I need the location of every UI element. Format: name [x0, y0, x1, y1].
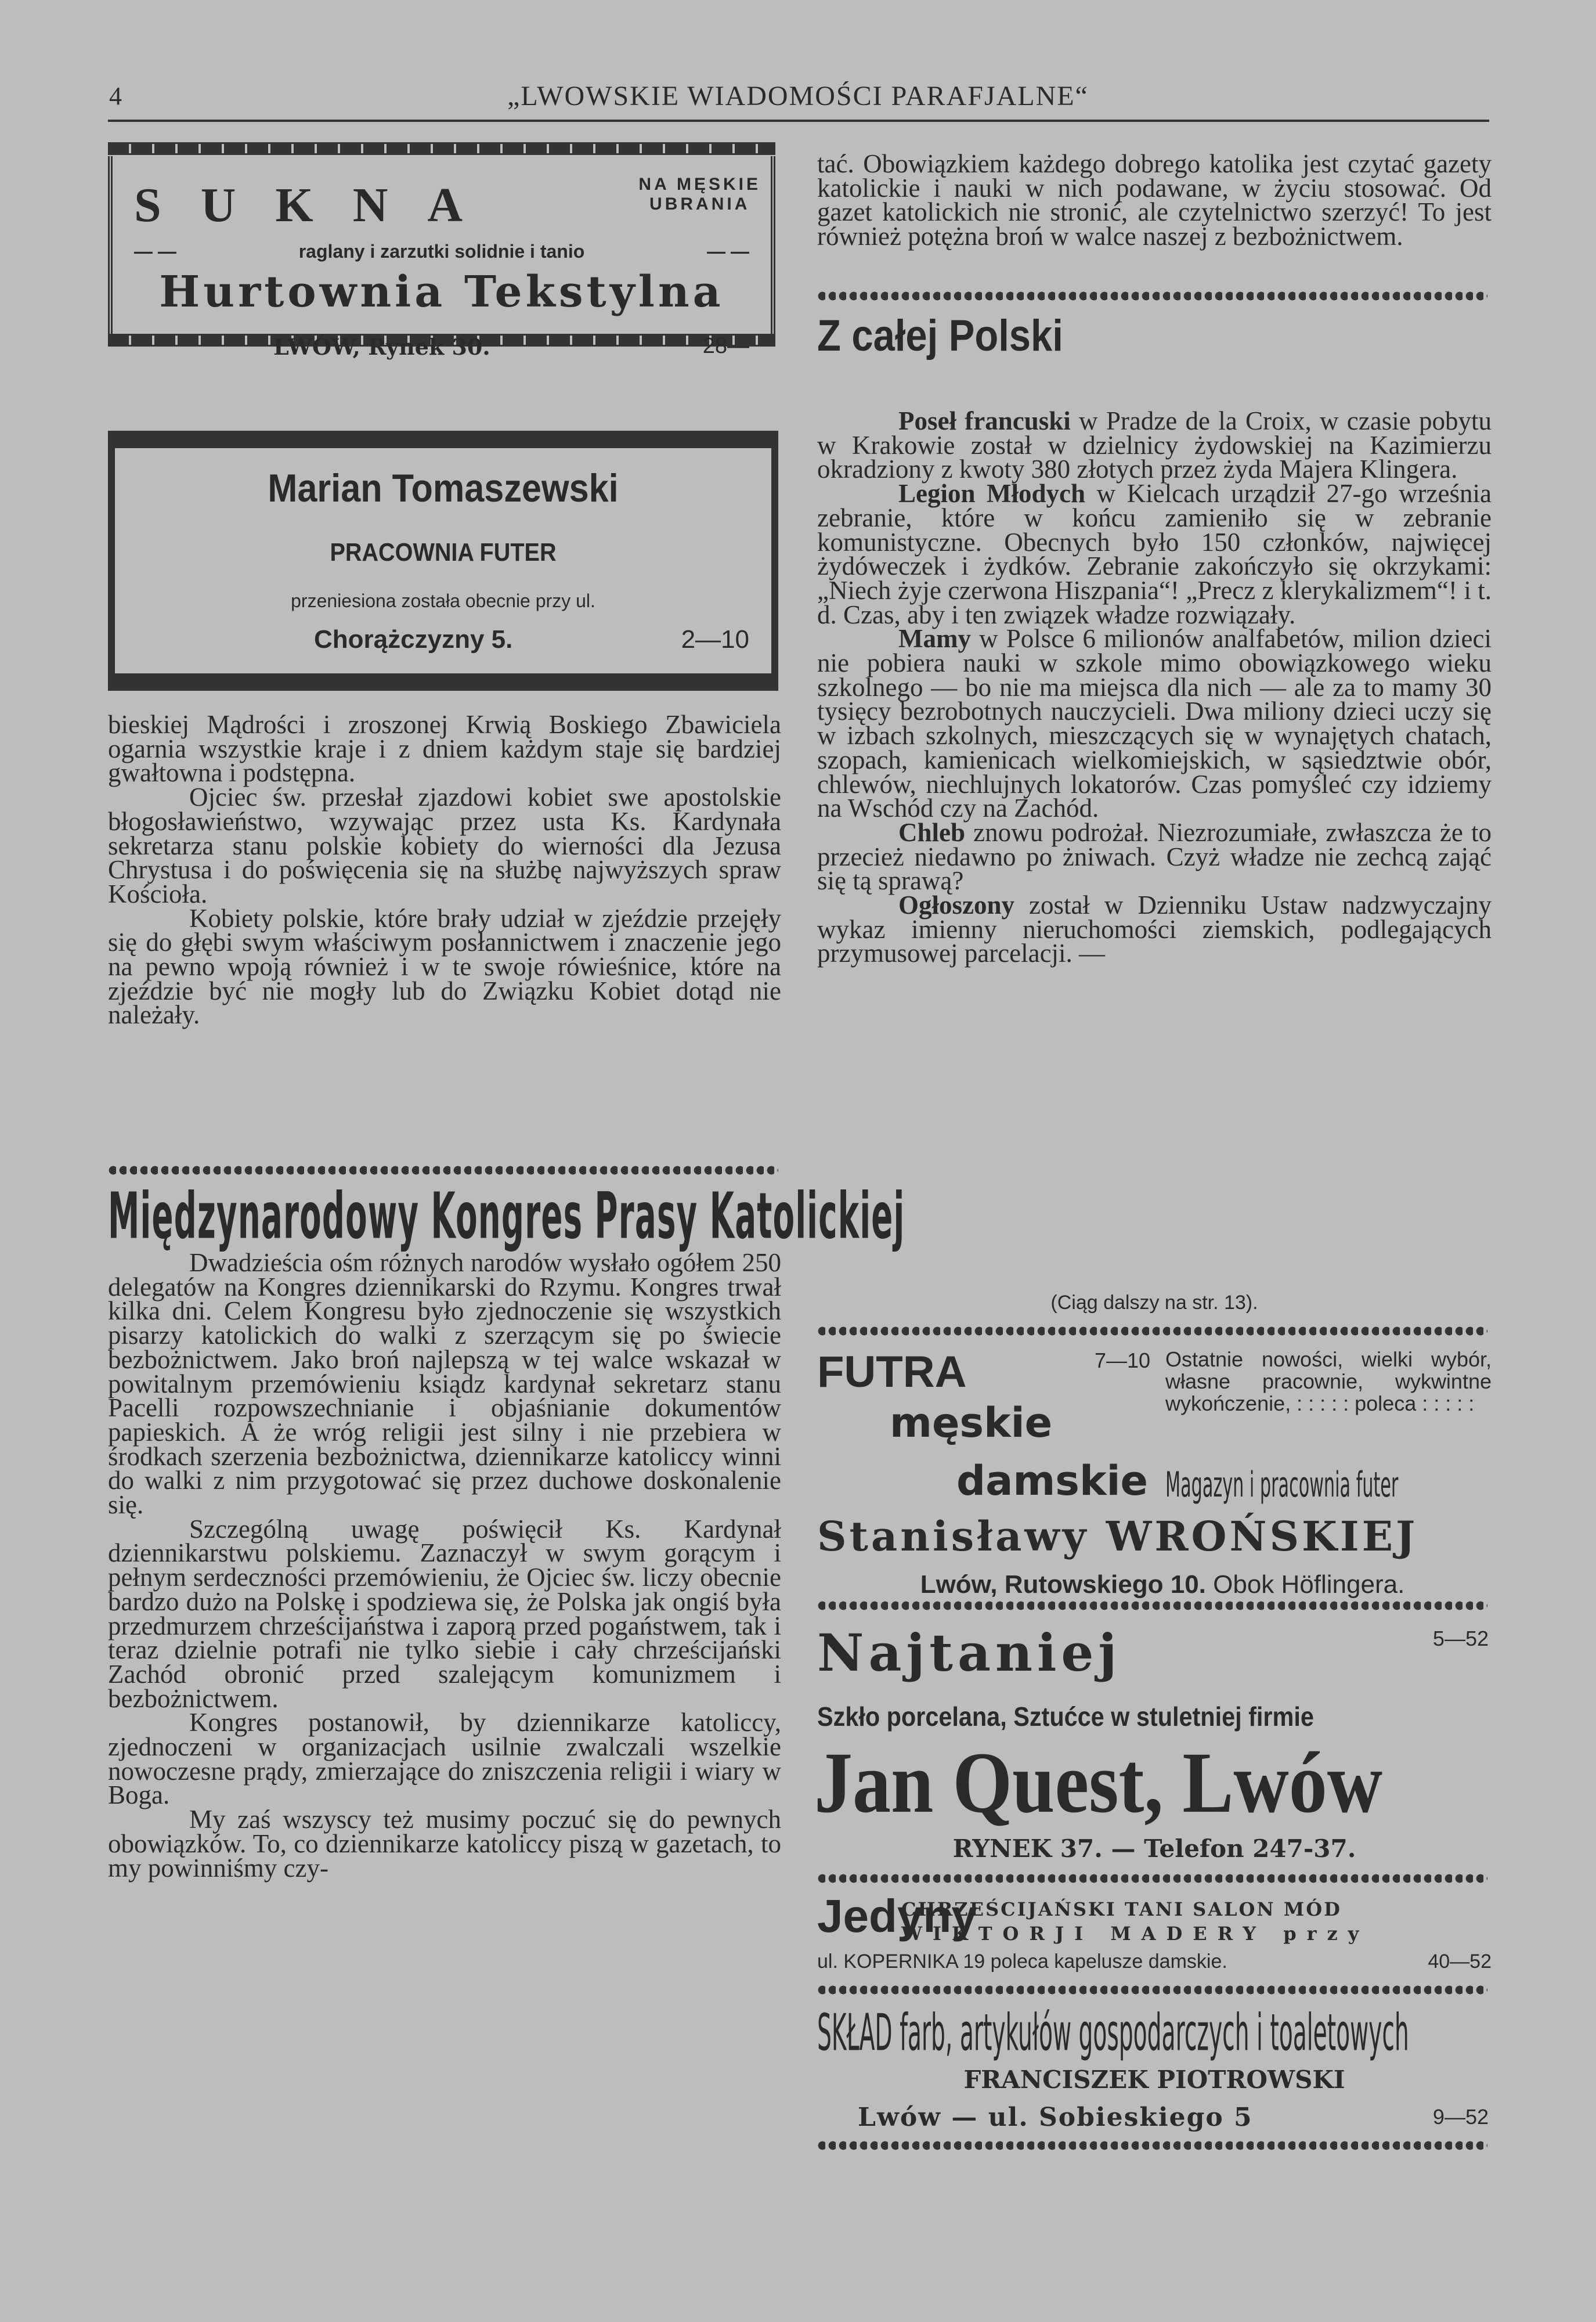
ad-subtitle — [638, 175, 761, 214]
left-continued-text — [108, 710, 781, 1030]
news-text: w Pradze de la Croix, w czasie pobytu w Krakowie został w dzielnicy żydowskiej na Kazimierzu okradziony z kwoty 380 złotych przez żyda Majera Klingera. — [817, 406, 1492, 484]
ornament-divider — [817, 2141, 1487, 2150]
ad-address: ul. KOPERNIKA 19 poleca kapelusze damskie. — [817, 1950, 1227, 1973]
paragraph: My zaś wszyscy też musimy poczuć się do pewnych obowiązków. To, co dziennikarze katoliccy piszą w gazetach, to my powinniśmy czy- — [108, 1805, 781, 1883]
paragraph: tać. Obowiązkiem każdego dobrego katolika jest czytać gazety katolickie i nauki w nich podawane, w życiu stosować. Od gazet katolickich nie stronić, ale czytelnictwo szerzyć! To jest również potężna broń w walce naszej z bezbożnictwem. — [817, 149, 1492, 251]
news-item — [817, 624, 1492, 823]
subtitle-line: NA MĘSKIE — [638, 175, 761, 194]
ad-code: 28— — [702, 334, 749, 358]
border-band — [108, 142, 775, 155]
ad-description: Ostatnie nowości, wielki wybór, własne pracownie, wykwintne wykończenie, : : : : : poleca : : : : : — [1165, 1347, 1492, 1415]
dash: — — — [707, 241, 749, 262]
continuation-note: (Ciąg dalszy na str. 13). — [1050, 1292, 1258, 1314]
ad-code: 2—10 — [681, 625, 749, 654]
ad-sukna — [108, 142, 778, 403]
ad-code: 9—52 — [1432, 2105, 1489, 2129]
ornament-divider — [817, 1601, 1487, 1610]
news-text: znowu podrożał. Niezrozumiałe, zwłaszcza że to przecież niedawno po żniwach. Czyż władze nie zechcą zająć się tą sprawą? — [817, 817, 1492, 896]
section-news — [817, 406, 1492, 968]
right-continued-text — [817, 149, 1492, 251]
article-title: Międzynarodowy Kongres Prasy Katolickiej — [108, 1178, 905, 1253]
news-item — [817, 817, 1492, 896]
ad-marian-tomaszewski — [108, 431, 778, 691]
paragraph: Kongres postanowił, by dziennikarze katoliccy, zjednoczeni w organizacjach usilnie zwalczali wszelkie nowoczesne prądy, zmierzające do zniszczenia religii i wiary w Boga. — [108, 1708, 781, 1810]
ad-code: 40—52 — [1428, 1950, 1492, 1973]
news-lead: Mamy — [898, 624, 971, 654]
address-bold: Lwów, Rutowskiego 10. — [920, 1570, 1206, 1599]
ad-code: 5—52 — [1432, 1627, 1489, 1650]
ad-magazyn: Magazyn i pracownia futer — [1165, 1465, 1399, 1505]
address-rest: Obok Höflingera. — [1205, 1570, 1405, 1599]
ornament-divider — [817, 291, 1487, 301]
ad-line: CHRZEŚCIJAŃSKI TANI SALON MÓD — [901, 1898, 1342, 1920]
ad-line: WIKTORJI MADERY przy — [901, 1923, 1370, 1945]
news-text: w Polsce 6 milionów analfabetów, milion dzieci nie pobiera nauki w szkole mimo obowiązkowego wieku szkolnego — bo nie ma miejsca dla nich — ale za to mamy 30 tysięcy bezrobotnych nauczycieli. Dwa miliony dzieci uczy się w izbach szkolnych, mieszczących się w wynajętych chatach, szopach, kamienicach wielkomiejskich, w sąsiedztwie obór, chlewów, niechlujnych lokatorów. Czas pomyśleć czy idziemy na Wschód czy na Zachód. — [817, 624, 1492, 823]
ad-subtitle: PRACOWNIA FUTER — [330, 538, 557, 567]
ad-tagline — [134, 241, 749, 262]
paragraph: Kobiety polskie, które brały udział w zjeździe przejęły się do głębi swym właściwym posłannictwem i znaczenie jego na pewno wpoją również i w te swoje rówieśnice, które na zjeździe być nie mogły lub do Związku Kobiet dotąd nie należały. — [108, 903, 781, 1030]
paragraph: Ojciec św. przesłał zjazdowi kobiet swe apostolskie błogosławieństwo, wzywając przez usta Ks. Kardynała sekretarza stanu polskie kobiety do wierności dla Jezusa Chrystusa i do poświęcenia się na służbę najwyższych spraw Kościoła. — [108, 783, 781, 908]
paragraph: Dwadzieścia ośm różnych narodów wysłało ogółem 250 delegatów na Kongres dziennikarski do Rzymu. Kongres trwał kilka dni. Celem Kongresu było zjednoczenie się wszystkich pisarzy katolickich do walki z szerzącym się po świecie bezbożnictwem. Jako broń najlepszą w tej walce wskazał w powitalnym przemówieniu ksiądz kardynał sekretarz stanu Pacelli rozpowszechnianie i objaśnianie dokumentów papieskich. A że wróg religii jest silny i nie przebiera w środkach szerzenia bezbożnictwa, dziennikarze katoliccy winni do walki z nim przygotować się przez duchowe doskonalenie się. — [108, 1248, 781, 1520]
ad-address: Lwów — ul. Sobieskiego 5 — [858, 2103, 1253, 2132]
ad-business-name: Jan Quest, Lwów — [814, 1735, 1383, 1831]
paragraph: bieskiej Mądrości i zroszonej Krwią Boskiego Zbawiciela ogarnia wszystkie kraje i z dniem każdym staje się bardziej gwałtowna i podstępna. — [108, 710, 781, 788]
ad-owner: FRANCISZEK PIOTROWSKI — [963, 2065, 1345, 2094]
ad-title: FUTRA — [817, 1347, 967, 1397]
ad-address-line — [817, 1950, 1492, 1973]
ornament-divider — [108, 1166, 778, 1175]
subtitle-line: UBRANIA — [649, 194, 750, 214]
section-title: Z całej Polski — [817, 311, 1063, 360]
ad-headline: Najtaniej — [817, 1622, 1122, 1683]
ad-business-name: Hurtownia Tekstylna — [159, 267, 724, 317]
ad-futra — [817, 1344, 1492, 1611]
ad-owner: Stanisławy WROŃSKIEJ — [817, 1512, 1418, 1560]
news-lead: Poseł francuski — [898, 406, 1071, 435]
ad-subtitle: Szkło porcelana, Sztućce w stuletniej firmie — [817, 1701, 1314, 1732]
page-number: 4 — [109, 82, 122, 110]
ad-jedyny — [817, 1887, 1492, 1974]
ad-address — [835, 1570, 1490, 1599]
paragraph: Szczególną uwagę poświęcił Ks. Kardynał dziennikarstwu polskiemu. Zaznaczył w swym gorącym i pełnym serdeczności przemówieniu, że Ojciec św. liczy obecnie bardzo dużo na Polskę i spodziewa się, że Polska jak ongiś była przedmurzem chrześcijaństwa i zaporą przed pogaństwem, tak i teraz dzielnie potrafi nie tylko siebie i cały chrześcijański Zachód obronić przed szalejącym komunizmem i bezbożnictwem. — [108, 1514, 781, 1713]
ad-title: Marian Tomaszewski — [268, 466, 619, 510]
news-item — [817, 890, 1492, 968]
ad-address: LWÓW, Rynek 30. — [273, 334, 490, 360]
ornament-divider — [817, 1874, 1487, 1883]
ad-word-meskie: męskie — [890, 1399, 1053, 1447]
ornament-divider — [817, 1326, 1487, 1336]
news-item — [817, 406, 1492, 484]
news-item — [817, 479, 1492, 629]
ad-title: SUKNA — [134, 178, 503, 232]
running-title: „LWOWSKIE WIADOMOŚCI PARAFJALNE“ — [507, 81, 1089, 111]
article-body — [108, 1248, 781, 1883]
ad-jan-quest — [814, 1620, 1492, 1875]
news-lead: Legion Młodych — [898, 479, 1086, 509]
ad-title: Jedyny — [817, 1890, 977, 1942]
news-lead: Chleb — [898, 817, 966, 847]
header-rule — [108, 120, 1489, 122]
ad-address: Chorążczyzny 5. — [314, 625, 513, 654]
ornament-divider — [817, 1985, 1487, 1995]
news-text: został w Dzienniku Ustaw nadzwyczajny wykaz imienny nieruchomości ziemskich, podlegających przymusowej parcelacji. — — [817, 890, 1492, 968]
ad-code: 7—10 — [1095, 1349, 1151, 1372]
news-lead: Ogłoszony — [898, 890, 1015, 920]
ad-title: SKŁAD farb, artykułów gospodarczych i toaletowych — [817, 2003, 1409, 2063]
tagline-text: raglany i zarzutki solidnie i tanio — [298, 241, 585, 262]
news-text: w Kielcach urządził 27-go września zebranie, które w końcu zamieniło się w zebranie komunistyczne. Obecnych było 150 członków, najwięcej żydóweczek i żydków. Zebranie zakończyło się okrzykami: „Niech żyje czerwona Hiszpania“! „Precz z klerykalizmem“! i t. d. Czas, aby i ten związek władze rozwiązały. — [817, 479, 1492, 629]
ad-address: RYNEK 37. — Telefon 247-37. — [952, 1834, 1356, 1863]
dash: — — — [134, 241, 176, 262]
ad-sklad — [817, 2003, 1492, 2136]
ad-line: przeniesiona została obecnie przy ul. — [291, 590, 595, 611]
ad-word-damskie: damskie — [956, 1457, 1148, 1505]
